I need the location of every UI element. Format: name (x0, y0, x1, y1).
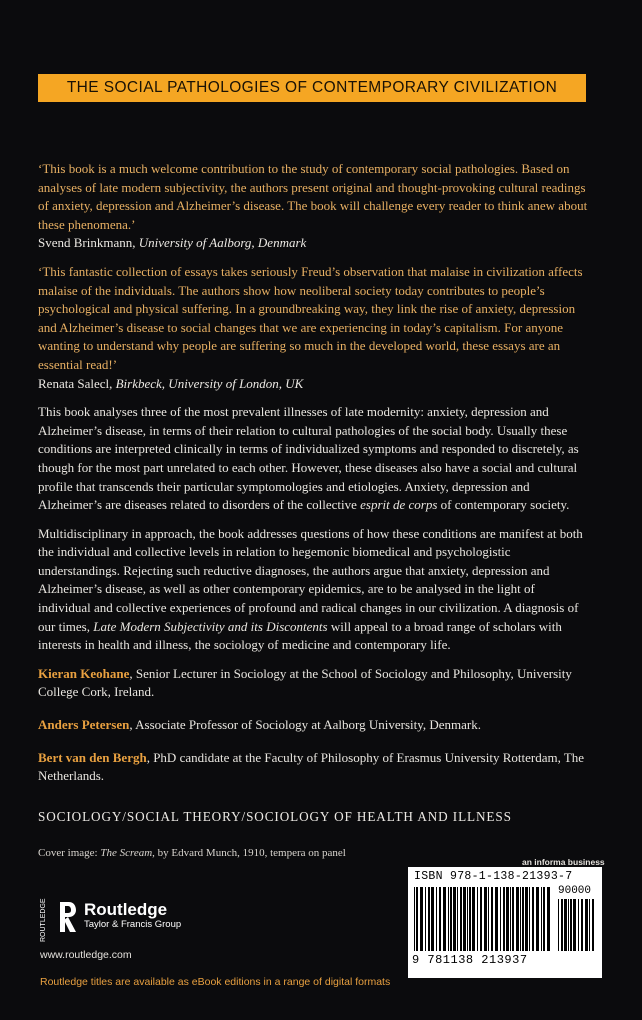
description-paragraph (38, 525, 590, 655)
barcode-bar (536, 887, 539, 951)
barcode-bar (414, 887, 415, 951)
artwork-title: The Scream (100, 847, 153, 859)
cover-image-credit (38, 847, 346, 859)
description-text: of contemporary society. (437, 497, 570, 513)
publisher-logo (40, 900, 181, 942)
ean-digits: 9 781138 213937 (412, 953, 528, 967)
barcode-bar (472, 887, 475, 951)
barcode-bar (585, 899, 588, 951)
barcode-bar (436, 887, 437, 951)
endorser-name: Svend Brinkmann, (38, 235, 139, 251)
description-text: This book analyses three of the most prevalent illnesses of late modernity: anxiety, depression and Alzheimer’s disease, in terms of their relation to cultural pathologies of the social body. Usually these conditions are interpreted clinically in terms of individualized symptoms and responded to discretely, as though for the most part unrelated to each other. However, these diseases also have a social and cultural profile that transcends their particular symptomologies and etiologies. Anxiety, depression and Alzheimer’s are diseases related to disorders of the collective (38, 404, 579, 513)
barcode-bar (448, 887, 449, 951)
author-bio (38, 665, 590, 702)
barcode-bar (439, 887, 441, 951)
barcode-bar (581, 899, 583, 951)
barcode-bar (589, 899, 590, 951)
description-paragraph (38, 403, 590, 515)
barcode-bar (568, 899, 569, 951)
barcode-bar (431, 887, 434, 951)
barcode-bar (495, 887, 498, 951)
series-title: THE SOCIAL PATHOLOGIES OF CONTEMPORARY CIVILIZATION (66, 79, 558, 96)
routledge-r-icon (58, 900, 78, 934)
barcode-bar (570, 899, 572, 951)
endorsement-attribution (38, 375, 590, 394)
author-name: Anders Petersen (38, 717, 130, 733)
endorser-name: Renata Salecl, (38, 375, 116, 391)
series-banner (38, 74, 586, 102)
description-text: Multidisciplinary in approach, the book addresses questions of how these conditions are manifest at both the individual and collective levels in relation to hegemonic biomedical and psychologistic understandings. Rejecting such reductive diagnoses, the authors argue that anxiety, depression and Alzheimer’s disease, as well as other contemporary epidemics, are to be analysed in the light of individual and collective experiences of profound and radical changes in our civilization. A diagnosis of our times, (38, 525, 583, 634)
publisher-name: Routledge (84, 900, 168, 919)
barcode-bar (564, 899, 567, 951)
barcode-bar (500, 887, 501, 951)
barcode-bar (463, 887, 466, 951)
barcode-bar (469, 887, 471, 951)
credit-suffix: , by Edvard Munch, 1910, tempera on panel (152, 847, 346, 859)
barcode-bar (420, 887, 423, 951)
endorsement-attribution (38, 234, 590, 253)
credit-prefix: Cover image: (38, 847, 101, 859)
barcode-bar (491, 887, 493, 951)
author-description: , Associate Professor of Sociology at Aalborg University, Denmark. (129, 717, 482, 733)
barcode-bar (453, 887, 456, 951)
author-bio (38, 716, 590, 735)
author-description: , PhD candidate at the Faculty of Philosophy of Erasmus University Rotterdam, The Netherlands. (38, 749, 585, 784)
ebook-note: Routledge titles are available as eBook editions in a range of digital formats (40, 976, 391, 988)
price-addon-digits: 90000 (558, 885, 592, 897)
publisher-side-text: ROUTLEDGE (40, 898, 47, 942)
barcode-bar (541, 887, 542, 951)
barcode-bar (578, 899, 579, 951)
author-name: Bert van den Bergh (38, 749, 147, 765)
endorsement-quote: ‘This book is a much welcome contribution to the study of contemporary social pathologies. Based on analyses of late modern subjectivity, the authors present original and thought-provoking cultural readings of anxiety, depression and Alzheimer’s disease. The book will challenge every reader to think anew about these phenomena.’ (38, 161, 588, 232)
barcode-bar (561, 899, 563, 951)
endorser-affiliation: University of Aalborg, Denmark (138, 235, 307, 251)
endorser-affiliation: Birkbeck, University of London, UK (115, 375, 304, 391)
author-description: , Senior Lecturer in Sociology at the School of Sociology and Philosophy, University College Cork, Ireland. (38, 665, 572, 700)
author-bio (38, 749, 590, 786)
barcode-bar (488, 887, 489, 951)
barcode-bar (484, 887, 487, 951)
barcode-bar (525, 887, 528, 951)
barcode-bar (506, 887, 509, 951)
barcode-bar (460, 887, 462, 951)
barcode-bar (425, 887, 426, 951)
book-title: Late Modern Subjectivity and its Discontents (93, 618, 328, 634)
description-emphasis: esprit de corps (360, 497, 438, 513)
ean-barcode-bars (414, 887, 554, 951)
subject-categories: SOCIOLOGY/SOCIAL THEORY/SOCIOLOGY OF HEALTH AND ILLNESS (38, 809, 512, 824)
barcode-bar (592, 899, 594, 951)
barcode-bar (512, 887, 514, 951)
barcode-bar (443, 887, 446, 951)
barcode-bar (428, 887, 430, 951)
barcode-bar (457, 887, 458, 951)
description-text: will appeal to a broad range of scholars with interests in health and illness, the sociology of medicine and contemporary life. (38, 618, 562, 653)
barcode-bar (416, 887, 418, 951)
back-cover-text (38, 160, 590, 800)
informa-tagline: an informa business (522, 857, 605, 867)
addon-barcode-bars (558, 899, 598, 951)
barcode-bar (503, 887, 505, 951)
barcode-bar (532, 887, 534, 951)
barcode-bar (543, 887, 545, 951)
barcode-bar (573, 899, 576, 951)
barcode-bar (467, 887, 468, 951)
barcode-bar (480, 887, 482, 951)
barcode (408, 867, 602, 978)
publisher-group: Taylor & Francis Group (84, 919, 182, 930)
barcode-bar (529, 887, 530, 951)
publisher-website: www.routledge.com (40, 949, 132, 961)
barcode-bar (558, 899, 559, 951)
isbn-text: ISBN 978-1-138-21393-7 (414, 870, 573, 883)
author-name: Kieran Keohane (38, 665, 130, 681)
barcode-bar (450, 887, 452, 951)
publisher-name-block (84, 900, 181, 930)
endorsement-quote: ‘This fantastic collection of essays takes seriously Freud’s observation that malaise in civilization affects malaise of the individuals. The authors show how neoliberal society today contributes to people’s psychological and physical suffering. In a groundbreaking way, they link the rise of anxiety, depression and Alzheimer’s disease to social changes that we are experiencing in today’s capitalism. For anyone wanting to understand why people are suffering so much in the developed world, these essays are an essential read!’ (38, 263, 583, 372)
barcode-bar (516, 887, 519, 951)
barcode-bar (510, 887, 511, 951)
barcode-bar (477, 887, 478, 951)
barcode-bar (520, 887, 521, 951)
barcode-bar (547, 887, 550, 951)
barcode-bar (522, 887, 524, 951)
